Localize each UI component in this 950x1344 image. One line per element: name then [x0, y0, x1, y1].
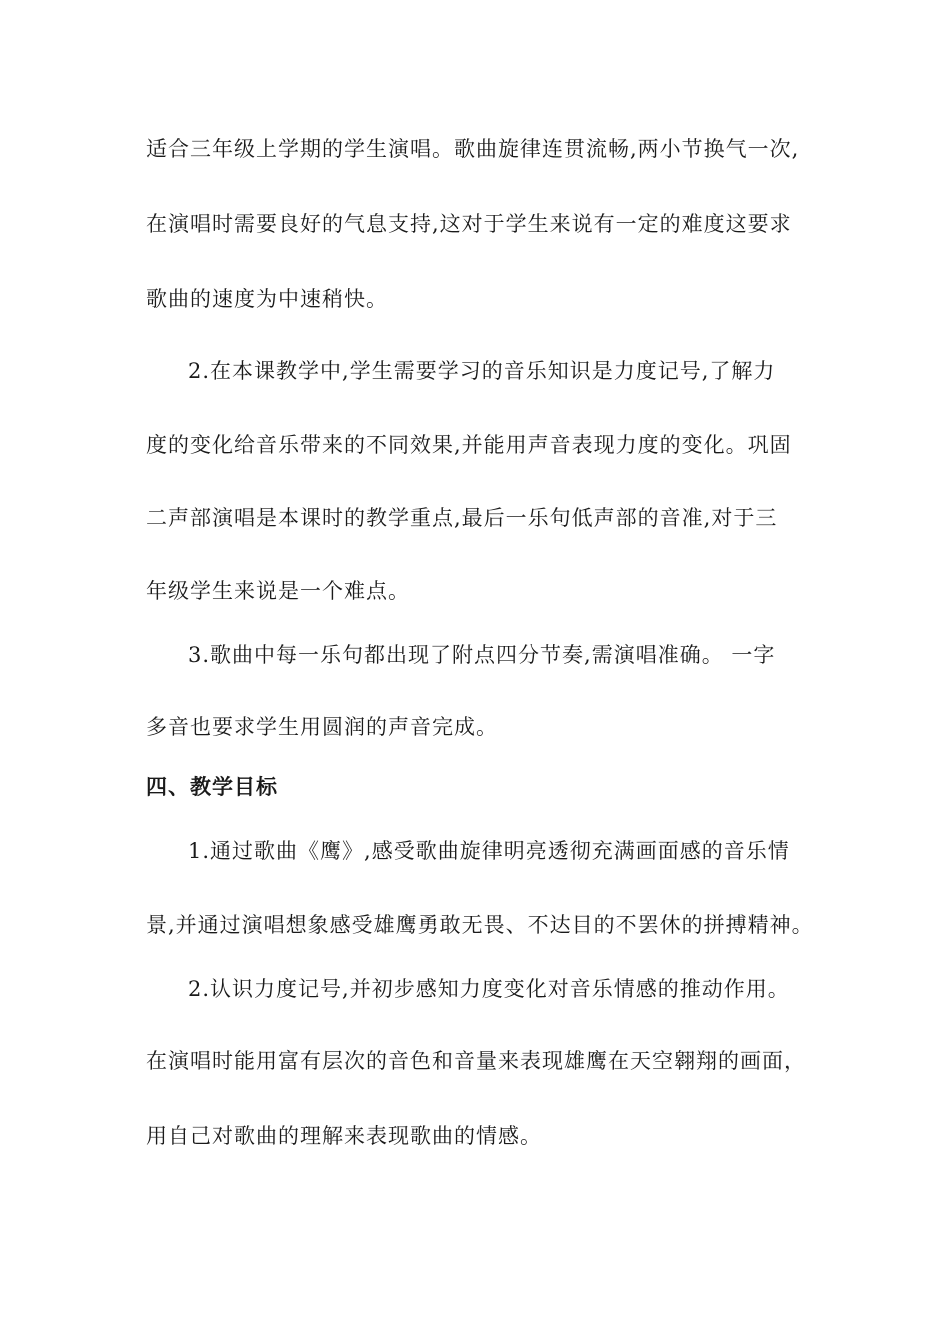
paragraph-line: 歌曲的速度为中速稍快。: [146, 287, 388, 311]
section-heading: 四、教学目标: [146, 775, 278, 799]
paragraph-line: 二声部演唱是本课时的教学重点,最后一乐句低声部的音准,对于三: [146, 506, 778, 530]
paragraph-line: 2.认识力度记号,并初步感知力度变化对音乐情感的推动作用。: [188, 977, 790, 1001]
paragraph-line: 3.歌曲中每一乐句都出现了附点四分节奏,需演唱准确。 一字: [188, 643, 776, 667]
paragraph-line: 年级学生来说是一个难点。: [146, 579, 410, 603]
paragraph-line: 用自己对歌曲的理解来表现歌曲的情感。: [146, 1124, 542, 1148]
paragraph-line: 在演唱时需要良好的气息支持,这对于学生来说有一定的难度这要求: [146, 212, 792, 236]
paragraph-line: 1.通过歌曲《鹰》,感受歌曲旋律明亮透彻充满画面感的音乐情: [188, 839, 790, 863]
paragraph-line: 度的变化给音乐带来的不同效果,并能用声音表现力度的变化。巩固: [146, 433, 792, 457]
paragraph-line: 2.在本课教学中,学生需要学习的音乐知识是力度记号,了解力: [188, 359, 776, 383]
paragraph-line: 景,并通过演唱想象感受雄鹰勇敢无畏、不达目的不罢休的拼搏精神。: [146, 913, 814, 937]
paragraph-line: 多音也要求学生用圆润的声音完成。: [146, 715, 498, 739]
paragraph-line: 在演唱时能用富有层次的音色和音量来表现雄鹰在天空翱翔的画面，: [146, 1049, 806, 1073]
paragraph-line: 适合三年级上学期的学生演唱。歌曲旋律连贯流畅,两小节换气一次,: [146, 137, 800, 161]
